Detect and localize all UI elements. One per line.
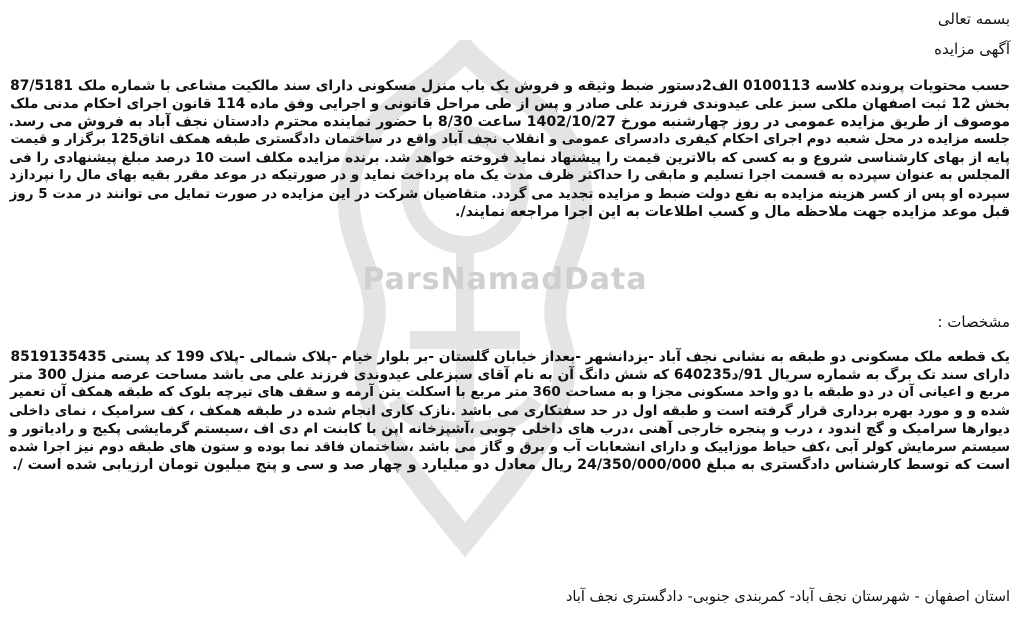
body-line-7: سپرده او پس از کسر هزینه مزایده به نفع دولت ضبط و مزایده تجدید می گردد. متقاضیان شرکت در این مزایده در صورت تمایل می توانند در مدت 5 روز [9,186,1010,202]
footer-address: استان اصفهان - شهرستان نجف آباد- کمربندی جنوبی- دادگستری نجف آباد [565,589,1010,605]
specs-line-7: است که توسط کارشناس دادگستری به مبلغ 24/350/000/000 ریال معادل دو میلیارد و چهار صد و سی و پنج میلیون تومان ارزیابی شده است /. [12,457,1010,473]
specs-label: مشخصات : [937,313,1010,331]
specs-line-3: مربع و اعیانی آن در دو طبقه با دو واحد مسکونی مجزا و به مساحت 360 متر مربع با اسکلت بتن آرمه و سقف های تیرچه بلوک که طبقه همکف آن تعمیر [10,385,1010,400]
watermark-text: ParsNamadData [362,262,648,297]
body-line-1: حسب محتویات پرونده کلاسه 0100113 الف2دستور ضبط وثیقه و فروش یک باب منزل مسکونی دارای سند مالکیت مشاعی با شماره ملک 87/5181 [10,78,1010,94]
specs-line-6: سیستم سرمایش کولر آبی ،کف حیاط موزاییک و دارای انشعابات آب و برق و گاز می باشد ،ساختمان فاقد نما بوده و ستون های طبقه دوم نیز اجرا شده [9,439,1010,455]
specs-line-2: دارای سند تک برگ به شماره سریال 91/د640235 که شش دانگ آن به نام آقای سبزعلی عیدوندی فرزند علی می باشد مساحت عرصه منزل 300 متر [10,367,1010,383]
body-line-8: قبل موعد مزایده جهت ملاحظه مال و کسب اطلاعات به این اجرا مراجعه نمایند/. [455,204,1010,220]
specs-line-4: شده و و مورد بهره برداری قرار گرفته است و طبقه اول در حد سفتکاری می باشد .نازک کاری انجام شده در طبقه همکف ، کف سرامیک ، نمای داخلی [9,403,1010,419]
body-line-6: المجلس به عنوان سپرده به قسمت اجرا تسلیم و مابقی را حداکثر ظرف مدت یک ماه پرداخت نماید و در صورتیکه در موعد مقرر بقیه بهای مال را نپردازد [9,168,1010,183]
body-line-4: جلسه مزایده در محل شعبه دوم اجرای احکام کیفری دادسرای عمومی و انقلاب نجف آباد واقع در ساختمان دادگستری طبقه همکف اتاق125 برگزار و قیمت [10,132,1010,147]
body-line-5: پایه از بهای کارشناسی شروع و به کسی که بالاترین قیمت را پیشنهاد نماید فروخته خواهد شد. برنده مزایده مکلف است 10 درصد مبلغ پیشنهادی را فی [9,150,1010,166]
notice-title: آگهی مزایده [934,40,1010,58]
specs-line-1: یک قطعه ملک مسکونی دو طبقه به نشانی نجف آباد -یزدانشهر -بعداز خیابان گلستان -بر بلوار خیام -پلاک شمالی -پلاک 199 کد پستی 8519135435 [10,349,1010,365]
specs-line-5: دیوارها سرامیک و گچ اندود ، درب و پنجره خارجی آهنی ،درب های داخلی چوبی ،آشپزخانه اپن با کابنت ام دی اف ،سیستم گرمایشی پکیج و رادیاتور و [9,421,1010,437]
body-line-3: موصوف از طریق مزایده عمومی در روز چهارشنبه مورخ 1402/10/27 ساعت 8/30 با حضور نماینده محترم دادستان نجف آباد به فروش می رسد. [8,114,1010,130]
body-line-2: بخش 12 ثبت اصفهان ملکی سبز علی عیدوندی فرزند علی صادر و پس از طی مراحل قانونی و اجرایی وفق ماده 114 قانون اجرای احکام مدنی ملک [10,96,1010,112]
basmala: بسمه تعالی [937,10,1010,28]
